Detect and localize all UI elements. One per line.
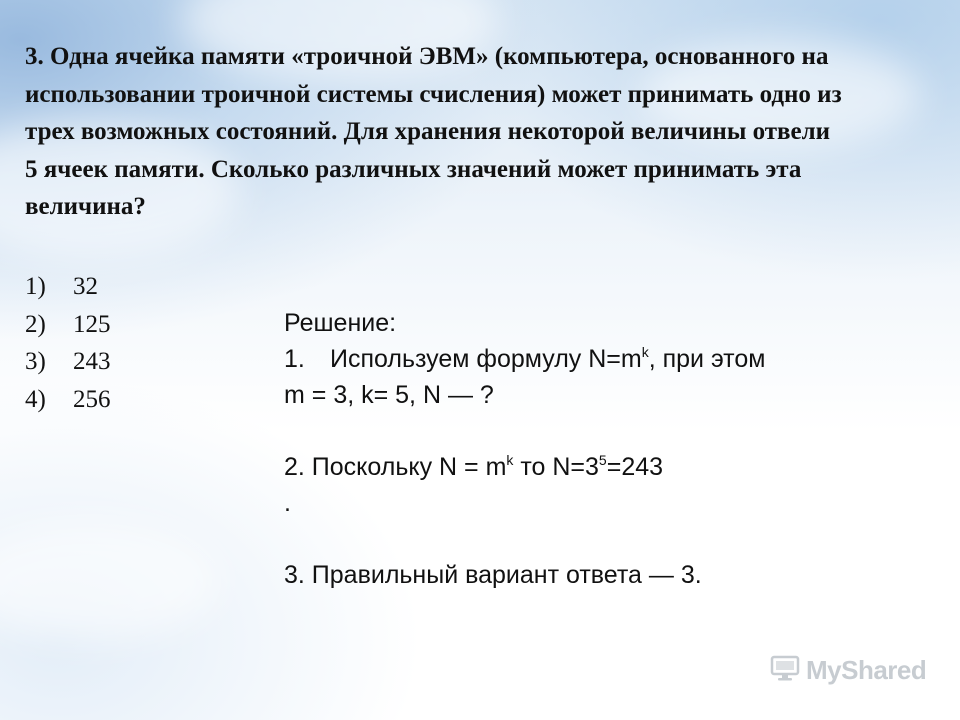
- solution-step-2: [284, 449, 924, 485]
- cloud-decoration: [0, 520, 220, 640]
- solution-block: [284, 305, 924, 593]
- solution-step-3: 3. Правильный вариант ответа — 3.: [284, 561, 702, 589]
- spacer: [284, 413, 924, 449]
- watermark-logo: [770, 655, 926, 686]
- step-number: 1.: [284, 345, 305, 373]
- option-item: [25, 268, 111, 306]
- monitor-icon: [770, 655, 800, 686]
- option-value: 243: [73, 348, 111, 375]
- logo-text: MyShared: [806, 655, 927, 685]
- step-text: Используем формулу N=m: [330, 345, 642, 373]
- option-number: 3): [25, 348, 46, 375]
- option-value: 32: [73, 273, 98, 300]
- superscript: k: [641, 344, 649, 360]
- solution-step-1-params: m = 3, k= 5, N — ?: [284, 381, 494, 409]
- option-number: 2): [25, 310, 46, 338]
- option-number: 4): [25, 385, 46, 413]
- solution-dot: .: [284, 489, 291, 517]
- step-text: , при этом: [648, 345, 766, 373]
- solution-step-1: [284, 341, 924, 377]
- option-item: [25, 381, 111, 419]
- option-value: 125: [73, 310, 111, 338]
- spacer: [284, 521, 924, 557]
- option-value: 256: [73, 385, 111, 413]
- task-text: 3. Одна ячейка памяти «троичной ЭВМ» (компьютера, основанного на использовании троичной системы счисления) может принимать одно из трех возможных состояний. Для хранения некоторой величины отвели 5 ячеек памяти. Сколько различных значений может принимать эта величина?: [25, 43, 842, 220]
- step-text: то N=3: [513, 453, 599, 481]
- step-text: 2. Поскольку N = m: [284, 453, 507, 481]
- option-number: 1): [25, 273, 46, 300]
- option-item: [25, 306, 111, 344]
- option-item: [25, 343, 111, 381]
- superscript: k: [506, 452, 514, 468]
- solution-title: Решение:: [284, 309, 397, 337]
- step-text: =243: [606, 453, 664, 481]
- answer-options: [25, 268, 111, 418]
- superscript: 5: [598, 452, 607, 468]
